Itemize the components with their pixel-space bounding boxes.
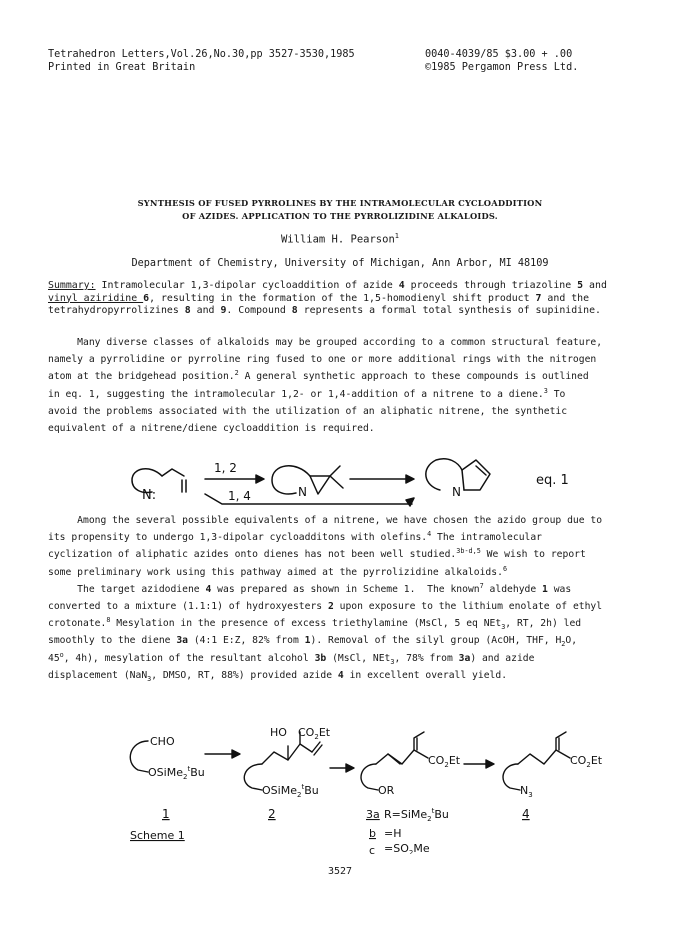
body-text: its propensity to undergo 1,3-dipolar cycloadditons with olefins. (48, 532, 428, 544)
page-number: 3527 (327, 866, 353, 877)
subscript: 3 (390, 657, 395, 666)
compound-ref: 3a (176, 635, 188, 647)
summary (48, 280, 648, 318)
r-def-3b: =H (384, 827, 402, 840)
printed-line: Printed in Great Britain (48, 62, 196, 73)
body-text: was prepared as shown in Scheme 1. The known (211, 583, 480, 595)
compound-ref: 1 (542, 583, 548, 595)
compound-ref: 3b (314, 652, 327, 664)
body-text: smoothly to the diene (48, 635, 177, 647)
body-text: was (547, 583, 572, 595)
body-line (48, 564, 648, 581)
reference-mark: 8 (106, 615, 111, 624)
r-def-3c (384, 842, 430, 854)
summary-line (48, 305, 648, 318)
compound-ref: 8 (291, 305, 298, 317)
summary-text: proceeds through triazoline (404, 280, 578, 291)
label-1-4: 1, 4 (228, 489, 251, 503)
co2et-text: CO (570, 754, 587, 767)
osi-text: OSiMe (148, 766, 183, 779)
summary-text: and the (541, 292, 590, 304)
body-text: The intramolecular (431, 532, 543, 544)
author (0, 232, 680, 246)
subscript: 3 (147, 674, 152, 683)
scheme-label: Scheme 1 (130, 829, 185, 842)
summary-text: and (583, 280, 607, 291)
body-text: 45 (48, 652, 60, 664)
paragraph-2 (48, 512, 648, 684)
subscript: 2 (427, 815, 432, 823)
compound-ref: 5 (577, 280, 584, 291)
cho-label: CHO (150, 735, 175, 748)
body-text: converted to a mixture (1.1:1) of hydroxyesters (48, 601, 328, 613)
body-line (48, 650, 648, 667)
body-text: displacement (NaN (48, 669, 148, 681)
body-line (48, 598, 648, 615)
equation-1-diagram (0, 446, 680, 512)
superscript: t (431, 807, 435, 815)
body-text: , RT, 2h) led (505, 618, 582, 630)
citation-line: Tetrahedron Letters,Vol.26,No.30,pp 3527-3530,1985 (48, 49, 355, 60)
body-line (48, 615, 648, 632)
body-text: Mesylation in the presence of excess triethylamine (MsCl, 5 eq NEt (110, 618, 502, 630)
label-1-2: 1, 2 (214, 461, 237, 475)
body-text: (MsCl, NEt (326, 652, 391, 664)
or-label: OR (378, 784, 395, 797)
body-line (48, 529, 648, 546)
equation-1 (0, 446, 680, 512)
body-text: , 78% from (394, 652, 459, 664)
affiliation: Department of Chemistry, University of Michigan, Ann Arbor, MI 48109 (131, 258, 549, 269)
aziridine-n: N (298, 485, 307, 499)
body-text: in eq. 1, suggesting the intramolecular 1,2- or 1,4-addition of a nitrene to a diene. (48, 388, 544, 400)
body-line: equivalent of a nitrene/diene cycloaddition is required. (48, 423, 375, 435)
reference-mark: 2 (234, 369, 239, 378)
compound-number-3b: b (369, 827, 376, 840)
ho-label: HO (270, 726, 287, 739)
compound-ref: 1 (304, 635, 311, 647)
body-text: aldehyde (483, 583, 543, 595)
paragraph-1 (48, 334, 648, 437)
summary-text: . Compound (226, 305, 292, 317)
reference-mark: 3b-d,5 (456, 547, 481, 556)
compound-ref: 7 (535, 292, 542, 304)
co2et-text: CO (428, 754, 445, 767)
compound-ref: 8 (184, 305, 191, 317)
summary-label: Summary: (48, 280, 96, 291)
summary-text: and (190, 305, 221, 317)
body-text: ). Removal of the silyl group (AcOH, THF, H (310, 635, 562, 647)
paper-title-line2: OF AZIDES. APPLICATION TO THE PYRROLIZIDINE ALKALOIDS. (182, 211, 498, 221)
co2et-label-4 (570, 754, 603, 769)
compound-ref: 4 (398, 280, 405, 291)
subscript: 3 (528, 791, 533, 799)
body-line (48, 368, 648, 385)
body-text: (4:1 E:Z, 82% from (187, 635, 305, 647)
osi-text: Bu (304, 784, 319, 797)
body-text: cyclization of aliphatic azides onto dienes has not been well studied. (48, 549, 457, 561)
compound-number-1: 1 (162, 807, 170, 821)
issn-line: 0040-4039/85 $3.00 + .00 (425, 49, 573, 60)
body-line (48, 632, 648, 649)
r-text: =SO (384, 842, 409, 854)
summary-text: , resulting in the formation of the 1,5-homodienyl shift product (149, 292, 536, 304)
compound-ref: 9 (220, 305, 227, 317)
compound-ref: 3a (458, 652, 471, 664)
pyrroline-n: N (452, 485, 461, 499)
body-text: upon exposure to the lithium enolate of ethyl (333, 601, 603, 613)
body-line: Many diverse classes of alkaloids may be grouped according to a common structural feature, (48, 337, 603, 348)
body-line: namely a pyrrolidine or pyrroline ring fused to one or more additional rings with the nitrogen (48, 354, 597, 366)
osi-label-1 (148, 765, 205, 781)
co2et-label-3 (428, 754, 461, 769)
co2et-text: Et (318, 726, 331, 739)
subscript: 2 (314, 733, 319, 741)
summary-text: tetrahydropyrrolizines (48, 305, 185, 317)
compound-ref: 2 (327, 601, 334, 613)
subscript: 2 (444, 761, 449, 769)
body-text: , 4h), mesylation of the resultant alcohol (63, 652, 315, 664)
co2et-text: CO (298, 726, 315, 739)
body-text: The target azidodiene (48, 583, 206, 595)
body-text: , DMSO, RT, 88%) provided azide (151, 669, 338, 681)
subscript: 2 (408, 849, 414, 854)
body-line: Among the several possible equivalents of a nitrene, we have chosen the azido group due to (48, 515, 603, 526)
summary-line (48, 293, 648, 306)
compound-ref: 4 (205, 583, 212, 595)
degree-mark: o (59, 650, 64, 659)
body-line: avoid the problems associated with the utilization of an aliphatic nitrene, the synthetic (48, 405, 568, 417)
copyright-block (425, 48, 578, 74)
body-text: To (547, 388, 566, 400)
superscript: t (187, 765, 191, 773)
author-name: William H. Pearson (280, 233, 395, 246)
subscript: 3 (501, 623, 506, 632)
superscript: t (301, 783, 305, 791)
body-text: some preliminary work using this pathway aimed at the pyrrolizidine alkaloids. (48, 566, 503, 578)
body-text: A general synthetic approach to these compounds is outlined (238, 371, 589, 383)
copyright-line: ©1985 Pergamon Press Ltd. (425, 62, 579, 73)
journal-citation (48, 48, 355, 74)
azide-label (520, 784, 533, 799)
compound-ref: 6 (143, 292, 150, 304)
osi-label-2 (262, 783, 319, 799)
r-text: R=SiMe (384, 808, 428, 821)
paper-title-line1: SYNTHESIS OF FUSED PYRROLINES BY THE INTRAMOLECULAR CYCLOADDITION (137, 198, 543, 208)
body-text: We wish to report (480, 549, 586, 561)
osi-text: OSiMe (262, 784, 297, 797)
r-text: Bu (434, 808, 449, 821)
summary-text: vinyl aziridine (48, 292, 144, 304)
subscript: 2 (296, 791, 302, 799)
compound-number-2: 2 (268, 807, 276, 821)
co2et-text: Et (590, 754, 603, 767)
reference-mark: 3 (543, 386, 548, 395)
compound-ref: 4 (337, 669, 344, 681)
osi-text: Bu (190, 766, 205, 779)
reference-mark: 7 (479, 581, 484, 590)
body-line (48, 581, 648, 598)
body-text: ) and azide (470, 652, 535, 664)
summary-text: represents a formal total synthesis of supinidine. (297, 305, 601, 317)
equation-label: eq. 1 (536, 473, 569, 488)
compound-number-4: 4 (522, 807, 530, 821)
scheme-1-diagram (0, 724, 680, 854)
subscript: 2 (586, 761, 591, 769)
summary-line (48, 280, 648, 293)
azide-text: N (520, 784, 529, 797)
body-text: O, (565, 635, 578, 647)
reference-mark: 6 (502, 564, 508, 573)
body-line (48, 546, 648, 563)
scheme-1 (0, 724, 680, 854)
reference-mark: 4 (427, 529, 432, 538)
body-line (48, 667, 648, 684)
body-text: in excellent overall yield. (343, 669, 508, 681)
body-text: crotonate. (48, 618, 107, 630)
r-text: Me (413, 842, 430, 854)
r-def-3a (384, 807, 449, 823)
subscript: 2 (561, 640, 566, 649)
compound-number-3a: 3a (366, 808, 380, 821)
compound-number-3c: c (369, 844, 376, 854)
author-footnote-mark: 1 (394, 232, 399, 240)
co2et-label-2 (298, 726, 331, 741)
co2et-text: Et (448, 754, 461, 767)
body-text: atom at the bridgehead position. (48, 371, 235, 383)
nitrene-n: N: (142, 488, 157, 503)
body-line (48, 386, 648, 403)
subscript: 2 (182, 773, 188, 781)
summary-text: Intramolecular 1,3-dipolar cycloaddition of azide (95, 280, 399, 291)
